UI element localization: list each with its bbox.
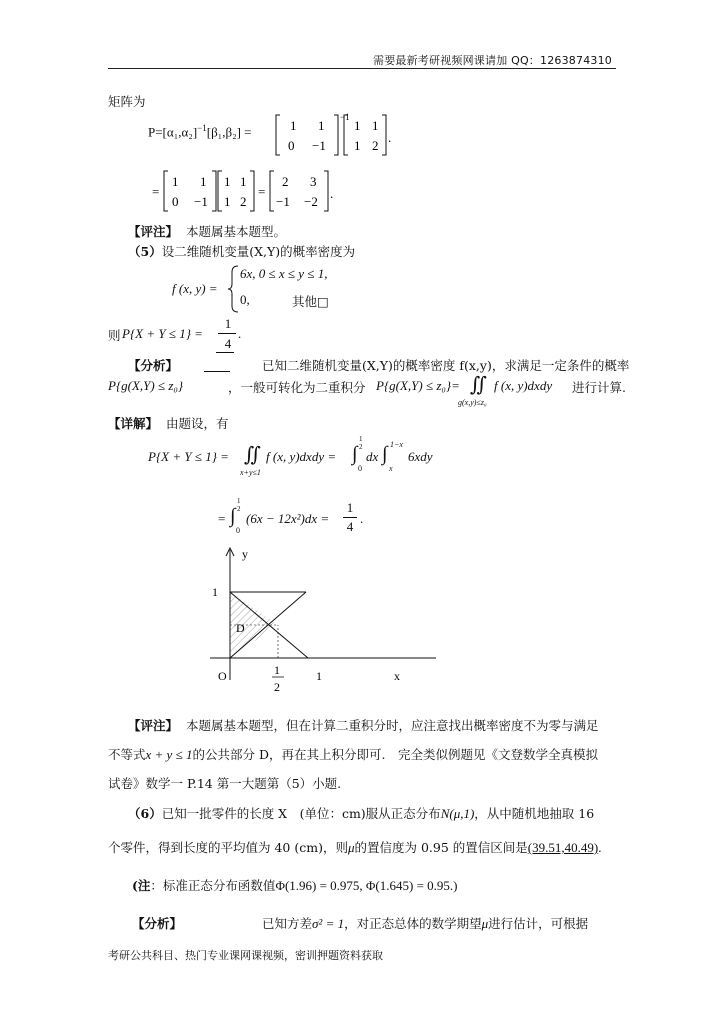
line2-num: 1	[346, 500, 354, 515]
tick-half-num: 1	[274, 663, 280, 677]
line2-integrand: (6x − 12x²)dx =	[246, 511, 330, 526]
m2-cell-10: 1	[354, 138, 361, 153]
density-case-2-text: 其他□	[292, 294, 329, 309]
m1-cell-00: 1	[290, 118, 297, 133]
comment-1	[128, 222, 286, 240]
formula-p-right: [β₁,β₂] =	[206, 124, 252, 140]
c-cell-11: −2	[304, 194, 318, 209]
analysis-2-text-3: 进行估计，可根据	[488, 916, 589, 931]
a-cell-11: −1	[194, 194, 208, 209]
note-line	[132, 876, 458, 894]
eq2-equals1: =	[152, 184, 160, 199]
analysis-integrand: f (x, y)dxdy	[494, 378, 553, 393]
eq2-equals2: =	[258, 184, 266, 199]
analysis-2-line	[262, 914, 588, 932]
m2-cell-01: 1	[372, 118, 379, 133]
question-6-text-2b: 的置信度为 0.95 的置信区间是	[354, 840, 528, 855]
question-6-line-2	[108, 838, 601, 856]
m1-inverse: −1	[340, 112, 350, 122]
line2-dot: .	[360, 511, 364, 526]
line2-lower-limit: 0	[236, 526, 240, 535]
result-lhs: P{X + Y ≤ 1} =	[122, 326, 203, 341]
line2-upper-limit: 1 2	[237, 497, 241, 513]
comment-1-text: 本题属基本题型。	[185, 224, 286, 239]
question-6-text-1a: 已知一批零件的长度 X (单位：cm)服从正态分布	[161, 806, 441, 821]
outer-dx: dx	[366, 449, 379, 464]
line2-fraction-bar	[343, 517, 357, 518]
m2-cell-11: 2	[372, 138, 379, 153]
comment-2-text-2b: 的公共部分 D，再在其上积分即可. 完全类似例题见《文登数学全真模拟	[192, 747, 598, 762]
solution-double-integral: ∬	[244, 444, 262, 466]
tick-y1-label: 1	[212, 585, 218, 599]
origin-label: O	[218, 669, 227, 683]
analysis-prob-2: P{g(X,Y) ≤ z₀}=	[376, 378, 460, 393]
question-6-text-2a: 个零件，得到长度的平均值为 40 (cm)，则	[108, 840, 348, 855]
comment-1-label: 【评注】	[128, 224, 179, 239]
note-formula: Φ(1.96) = 0.975, Φ(1.645) = 0.95.)	[275, 878, 458, 893]
c-cell-01: 3	[310, 174, 317, 189]
result-fraction-bar	[218, 333, 236, 334]
density-case-2-value: 0,	[240, 292, 250, 307]
question-6-text-1b: ，从中随机地抽取 16	[474, 806, 595, 821]
result-underline	[216, 352, 234, 353]
analysis-underline	[204, 371, 230, 372]
integral-inner-sign: ∫	[382, 443, 388, 465]
a-cell-01: 1	[200, 174, 207, 189]
analysis-text-1: 已知二维随机变量(X,Y)的概率密度 f(x,y)，求满足一定条件的概率	[262, 358, 630, 373]
x-axis-label: x	[394, 669, 400, 683]
double-integral-sign: ∬	[470, 374, 488, 396]
analysis-2-mu: μ	[481, 916, 489, 931]
outer-lower-limit: 0	[358, 464, 362, 473]
b-cell-10: 1	[224, 194, 231, 209]
formula-p-left: P=[α₁,α₂]	[148, 124, 198, 140]
m1-cell-01: 1	[318, 118, 325, 133]
b-cell-11: 2	[240, 194, 247, 209]
matrix-equation-2	[148, 168, 348, 216]
comment-2-line-2	[108, 745, 598, 763]
analysis-2-label: 【分析】	[132, 916, 183, 931]
question-6-line-1	[128, 804, 594, 822]
question-6-number: （6）	[128, 806, 162, 821]
note-text: ：标准正态分布函数值	[150, 878, 276, 893]
outer-upper-limit: 1 2	[359, 435, 363, 451]
text-then: 则	[108, 328, 121, 343]
region-figure	[200, 540, 440, 700]
question-6-mu: μ	[347, 840, 355, 855]
comment-2-label: 【评注】	[128, 718, 179, 733]
analysis-text-2: ，一般可转化为二重积分	[228, 380, 366, 395]
integral-subscript: g(x,y)≤z₀	[458, 398, 487, 407]
formula-p-inv: −1	[197, 123, 207, 133]
note-label: (注	[132, 878, 151, 893]
density-lhs: f (x, y) =	[172, 281, 218, 296]
page-header: 需要最新考研视频网课请加 QQ：1263874310	[373, 54, 612, 67]
comment-2-line-3: 试卷》数学一 P.14 第一大题第（5）小题.	[108, 776, 342, 791]
comment-2-text-2a: 不等式	[108, 747, 146, 762]
eq1-dot: .	[388, 130, 392, 145]
line2-den: 4	[346, 519, 354, 534]
question-6-normal: N(μ,1)	[440, 806, 475, 821]
bracket-m2	[344, 115, 386, 155]
c-cell-00: 2	[282, 174, 289, 189]
c-cell-10: −1	[276, 194, 290, 209]
m1-cell-11: −1	[312, 138, 326, 153]
result-num: 1	[224, 316, 232, 331]
comment-2-ineq: x + y ≤ 1	[145, 747, 193, 762]
comment-2-text-1: 本题属基本题型，但在计算二重积分时，应注意找出概率密度不为零与满足	[185, 718, 599, 733]
solution-region: x+y≤1	[240, 468, 261, 477]
question-5-number: （5）	[128, 244, 162, 259]
analysis-2-sigma: σ² = 1	[312, 916, 345, 931]
question-5	[128, 242, 355, 260]
comment-2-line-1	[128, 716, 598, 734]
inner-integrand: 6xdy	[408, 449, 433, 464]
analysis-text-3: 进行计算.	[572, 380, 626, 395]
b-cell-01: 1	[240, 174, 247, 189]
formula-p-lhs	[148, 123, 252, 140]
region-d-label: D	[236, 621, 245, 635]
b-cell-00: 1	[224, 174, 231, 189]
result-den: 4	[224, 336, 232, 351]
a-cell-00: 1	[172, 174, 179, 189]
density-case-1: 6x, 0 ≤ x ≤ y ≤ 1,	[240, 266, 328, 281]
header-rule	[108, 68, 616, 69]
question-6-answer: (39.51,40.49)	[527, 840, 599, 855]
analysis-prob: P{g(X,Y) ≤ z₀}	[108, 378, 184, 393]
a-cell-10: 0	[172, 194, 179, 209]
solution-lhs: P{X + Y ≤ 1} =	[148, 449, 229, 464]
tick-x1-label: 1	[316, 669, 322, 683]
page-footer: 考研公共科目、热门专业课网课视频，密训押题资料获取	[108, 949, 383, 962]
tick-half-den: 2	[274, 680, 280, 694]
analysis-2-text-2: ，对正态总体的数学期望	[344, 916, 482, 931]
solution-equals: =	[218, 511, 226, 526]
m1-cell-10: 0	[288, 138, 295, 153]
result-dot: .	[238, 326, 242, 341]
solution-label: 【详解】	[108, 416, 159, 431]
analysis-2-text-1: 已知方差	[262, 916, 313, 931]
eq2-dot: .	[330, 186, 334, 201]
question-5-text: 设二维随机变量(X,Y)的概率密度为	[161, 244, 356, 259]
integral-outer-sign: ∫	[352, 443, 358, 465]
y-axis-label: y	[242, 547, 248, 561]
line2-integral-sign: ∫	[230, 505, 236, 527]
question-6-dot: .	[598, 840, 602, 855]
inner-lower-limit: x	[389, 464, 393, 473]
solution-text: 由题设，有	[165, 416, 229, 431]
analysis-label: 【分析】	[128, 358, 179, 373]
inner-upper-limit: 1−x	[390, 440, 403, 449]
matrix-equation-1	[274, 112, 394, 160]
solution-line	[108, 414, 228, 432]
m2-cell-00: 1	[354, 118, 361, 133]
solution-integrand: f (x, y)dxdy =	[266, 449, 337, 464]
text-matrix-intro: 矩阵为	[108, 94, 146, 109]
bracket-m1	[276, 115, 338, 155]
